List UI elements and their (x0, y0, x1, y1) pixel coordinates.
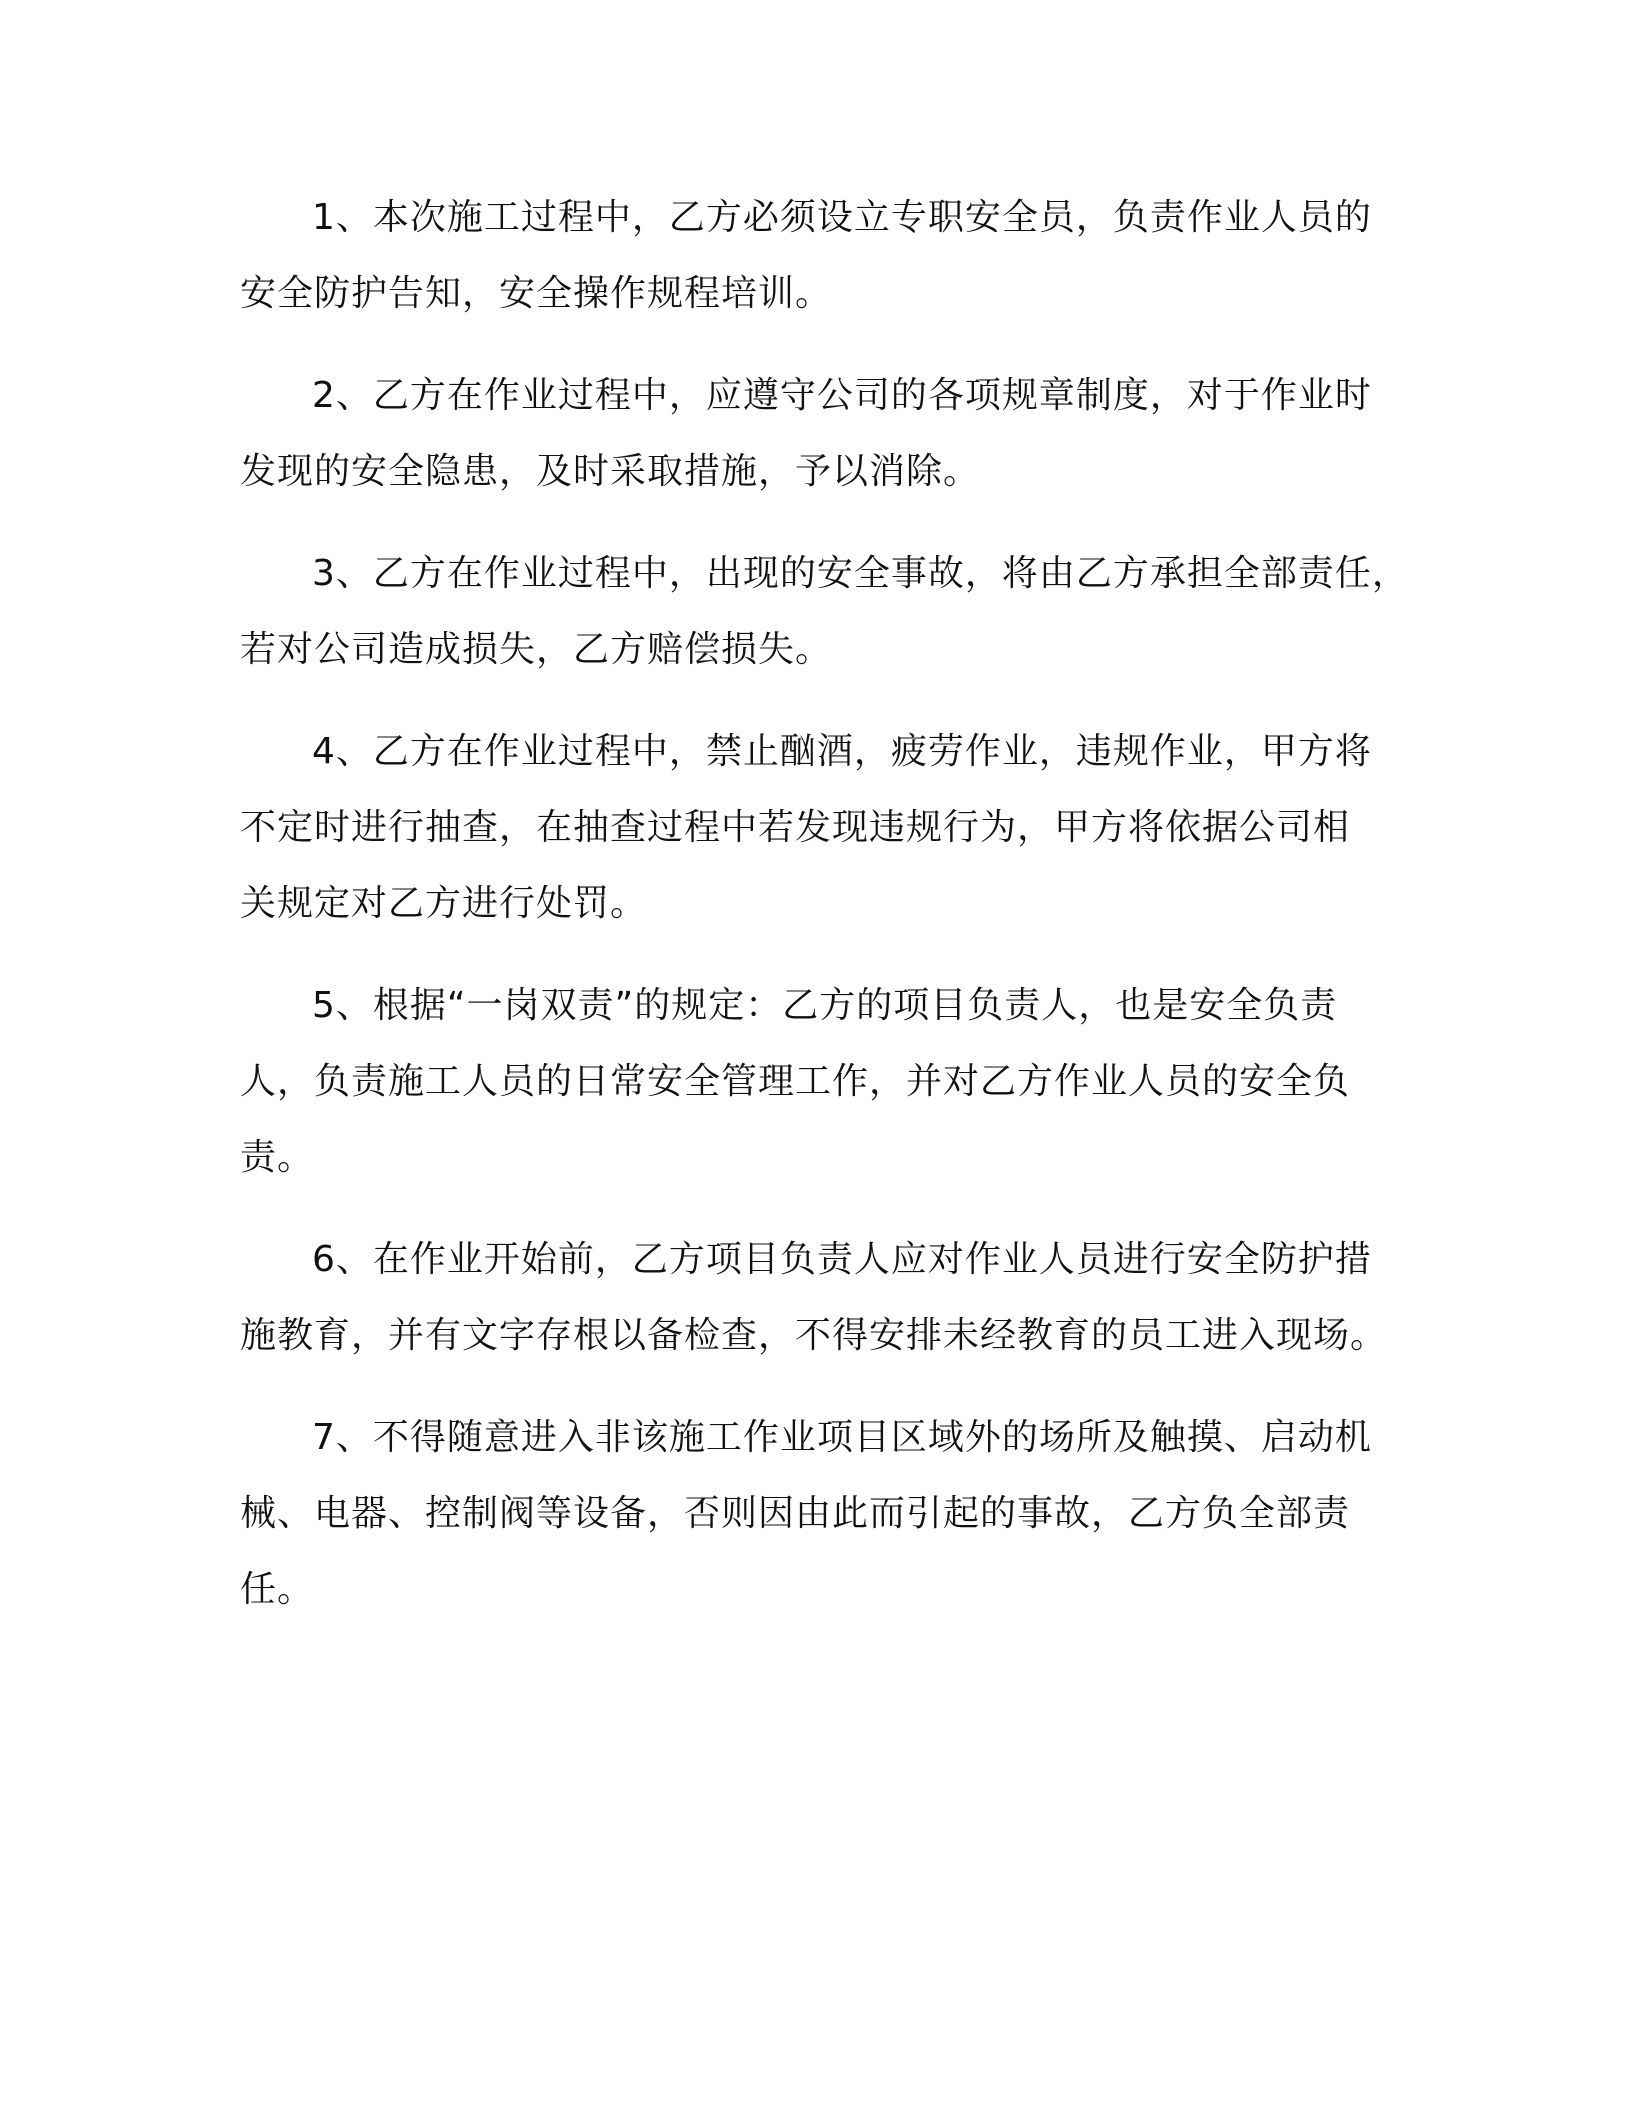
clause-7-line-2: 械、电器、控制阀等设备，否则因由此而引起的事故，乙方负全部责 (240, 1493, 1351, 1534)
clause-6-line-2: 施教育，并有文字存根以备检查，不得安排未经教育的员工进入现场。 (240, 1315, 1388, 1356)
clause-2-line-1: 2、乙方在作业过程中，应遵守公司的各项规章制度，对于作业时 (312, 375, 1372, 416)
clause-4-line-2: 不定时进行抽查，在抽查过程中若发现违规行为，甲方将依据公司相 (240, 807, 1351, 848)
clause-5-line-2: 人，负责施工人员的日常安全管理工作，并对乙方作业人员的安全负 (240, 1061, 1351, 1102)
clause-4-line-3: 关规定对乙方进行处罚。 (240, 883, 648, 924)
clause-6-line-1: 6、在作业开始前，乙方项目负责人应对作业人员进行安全防护措 (312, 1239, 1372, 1280)
clause-1-line-2: 安全防护告知，安全操作规程培训。 (240, 273, 833, 314)
clause-5-line-1: 5、根据“一岗双责”的规定：乙方的项目负责人，也是安全负责 (312, 985, 1338, 1026)
clause-7-line-1: 7、不得随意进入非该施工作业项目区域外的场所及触摸、启动机 (312, 1417, 1372, 1458)
clause-7-line-3: 任。 (240, 1569, 315, 1610)
clause-5-line-3: 责。 (240, 1137, 315, 1178)
clause-1-line-1: 1、本次施工过程中，乙方必须设立专职安全员，负责作业人员的 (312, 197, 1372, 238)
clause-3-line-1: 3、乙方在作业过程中，出现的安全事故，将由乙方承担全部责任， (312, 553, 1409, 594)
clause-2-line-2: 发现的安全隐患，及时采取措施，予以消除。 (240, 451, 981, 492)
clause-4-line-1: 4、乙方在作业过程中，禁止酗酒，疲劳作业，违规作业，甲方将 (312, 731, 1372, 772)
clause-3-line-2: 若对公司造成损失，乙方赔偿损失。 (240, 629, 833, 670)
